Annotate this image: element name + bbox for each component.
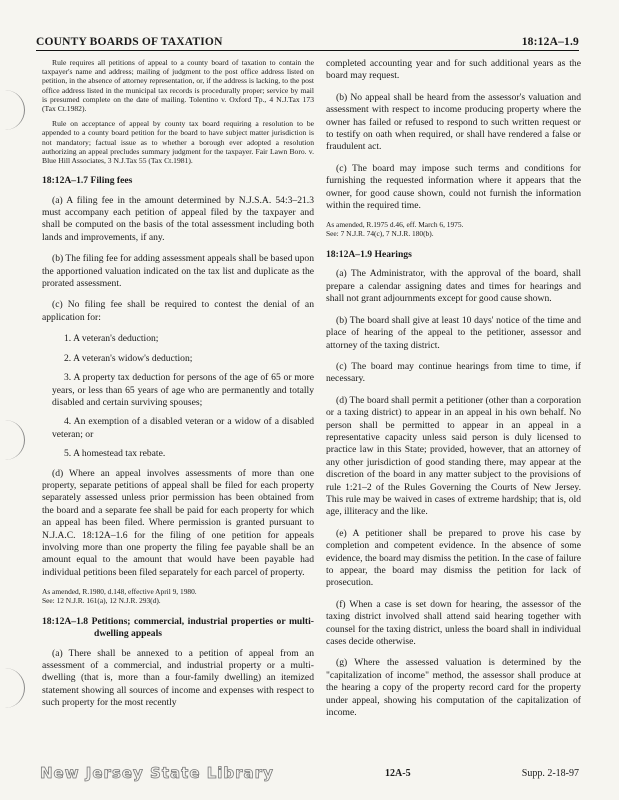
running-header — [36, 36, 579, 51]
paragraph: (b) The board shall give at least 10 days' notice of the time and place of hearing of the appeal to the petitioner, assessor and attorney of the taxing district. — [326, 314, 581, 351]
paragraph: (a) The Administrator, with the approval of the board, shall prepare a calendar assigning dates and times for hearings and shall not grant adjournments except for good cause shown. — [326, 268, 581, 305]
paragraph: (a) A filing fee in the amount determined by N.J.S.A. 54:3–21.3 must accompany each petition of appeal filed by the taxpayer and shall be computed on the basis of the total assessment including both lands and improvements, if any. — [42, 194, 314, 243]
exemption-list — [42, 333, 314, 460]
binder-hole-mark — [2, 90, 25, 130]
list-item: 2. A veteran's widow's deduction; — [64, 352, 193, 364]
paragraph: (a) There shall be annexed to a petition of appeal from an assessment of a commercial, and industrial property or a multi-dwelling (that is, more than a four-family dwelling) an itemized statement showing all sources of income and expenses with respect to such property for the most recently — [42, 647, 314, 709]
case-note: Rule requires all petitions of appeal to a county board of taxation to contain the taxpayer's name and address; mailing of judgment to the post office address listed on petition, in the absence of attorney representation, or, if the address is lacking, to the post office address listed in the municipal tax records is procedurally proper; service by mail is presumed complete on the date of mailing. Tolentino v. Oxford Tp., 4 N.J.Tax 173 (Tax Ct.1982). — [42, 58, 314, 114]
right-column — [326, 58, 581, 728]
list-item: 1. A veteran's deduction; — [64, 333, 159, 345]
paragraph: (c) The board may impose such terms and conditions for furnishing the requested information where it appears that the owner, for good cause shown, could not furnish the information within the required time. — [326, 162, 581, 212]
header-section: 18:12A–1.9 — [521, 36, 579, 48]
section-heading: 18:12A–1.8 Petitions; commercial, industrial properties or multi-dwelling appeals — [42, 615, 314, 640]
supplement-date: Supp. 2-18-97 — [521, 767, 579, 779]
page-footer — [40, 764, 579, 782]
paragraph: (b) The filing fee for adding assessment appeals shall be based upon the apportioned valuation indicated on the tax list and duplicate as the prorated assessment. — [42, 253, 314, 290]
paragraph: (f) When a case is set down for hearing, the assessor of the taxing district involved shall attend said hearing together with counsel for the taxing district, unless the board shall in individual cases decide otherwise. — [326, 598, 581, 648]
binder-hole-mark — [2, 420, 25, 460]
binder-hole-mark — [2, 668, 25, 708]
amendment-note: As amended, R.1980, d.148, effective April 9, 1980. See: 12 N.J.R. 161(a), 12 N.J.R. 293(d). — [42, 587, 197, 605]
section-heading: 18:12A–1.9 Hearings — [326, 249, 412, 261]
list-item: 5. A homestead tax rebate. — [64, 448, 166, 460]
amendment-note: As amended, R.1975 d.46, eff. March 6, 1975. See: 7 N.J.R. 74(c), 7 N.J.R. 180(b). — [326, 220, 464, 239]
paragraph: (c) No filing fee shall be required to contest the denial of an application for: — [42, 299, 314, 323]
paragraph: (d) Where an appeal involves assessments of more than one property, separate petitions of appeal shall be filed for each property separately assessed unless prior permission has been obtained from the board and a separate fee shall be paid for each property for which an appeal has been filed. Where permission is granted pursuant to N.J.A.C. 18:12A–1.6 for the filing of one petition for appeals involving more than one property the filing fee payable shall be an amount equal to the amount that would have been payable had individual petitions been filed separately for each parcel of property. — [42, 467, 314, 578]
library-watermark: New Jersey State Library — [40, 764, 274, 782]
page-number: 12A-5 — [385, 767, 411, 779]
paragraph: (d) The board shall permit a petitioner (other than a corporation or a taxing district) to appear in an appeal in his own behalf. No person shall be permitted to appear in an appeal in a representative capacity unless said person is duly licensed to practice law in this State; provided, however, that an attorney of any other jurisdiction of good standing there, may appear at the discretion of the board in any matter subject to the provisions of rule 1:21–2 of the Rules Governing the Courts of New Jersey. This rule may be waived in cases of extreme hardship; that is, old age, illiteracy and the like. — [326, 394, 581, 518]
header-title: COUNTY BOARDS OF TAXATION — [36, 36, 223, 48]
case-note: Rule on acceptance of appeal by county tax board requiring a resolution to be appended to a county board petition for the board to have subject matter jurisdiction is not mandatory; factual issue as to whether a borough ever adopted a resolution authorizing an appeal precludes summary judgment for the taxpayer. Fair Lawn Boro. v. Blue Hill Associates, 3 N.J.Tax 55 (Tax Ct.1981). — [42, 119, 314, 166]
paragraph: completed accounting year and for such additional years as the board may request. — [326, 58, 581, 82]
paragraph: (g) Where the assessed valuation is determined by the "capitalization of income" method, the assessor shall produce at the hearing a copy of the property record card for the property under appeal, showing his computation of the capitalization of income. — [326, 657, 581, 719]
paragraph: (c) The board may continue hearings from time to time, if necessary. — [326, 360, 581, 385]
list-item: 3. A property tax deduction for persons of the age of 65 or more years, or less than 65 years of age who are permanently and totally disabled and certain surviving spouses; — [52, 372, 314, 408]
paragraph: (b) No appeal shall be heard from the assessor's valuation and assessment with respect to income producing property where the owner has failed or refused to respond to such written request or to testify on oath when required, or shall have rendered a false or fraudulent act. — [326, 91, 581, 153]
section-heading: 18:12A–1.7 Filing fees — [42, 175, 133, 187]
left-column — [42, 58, 314, 719]
paragraph: (e) A petitioner shall be prepared to prove his case by completion and competent evidence. In the absence of some evidence, the board may dismiss the petition. In the case of failure to appear, the board may dismiss the petition for lack of prosecution. — [326, 527, 581, 589]
list-item: 4. An exemption of a disabled veteran or a widow of a disabled veteran; or — [52, 416, 314, 440]
